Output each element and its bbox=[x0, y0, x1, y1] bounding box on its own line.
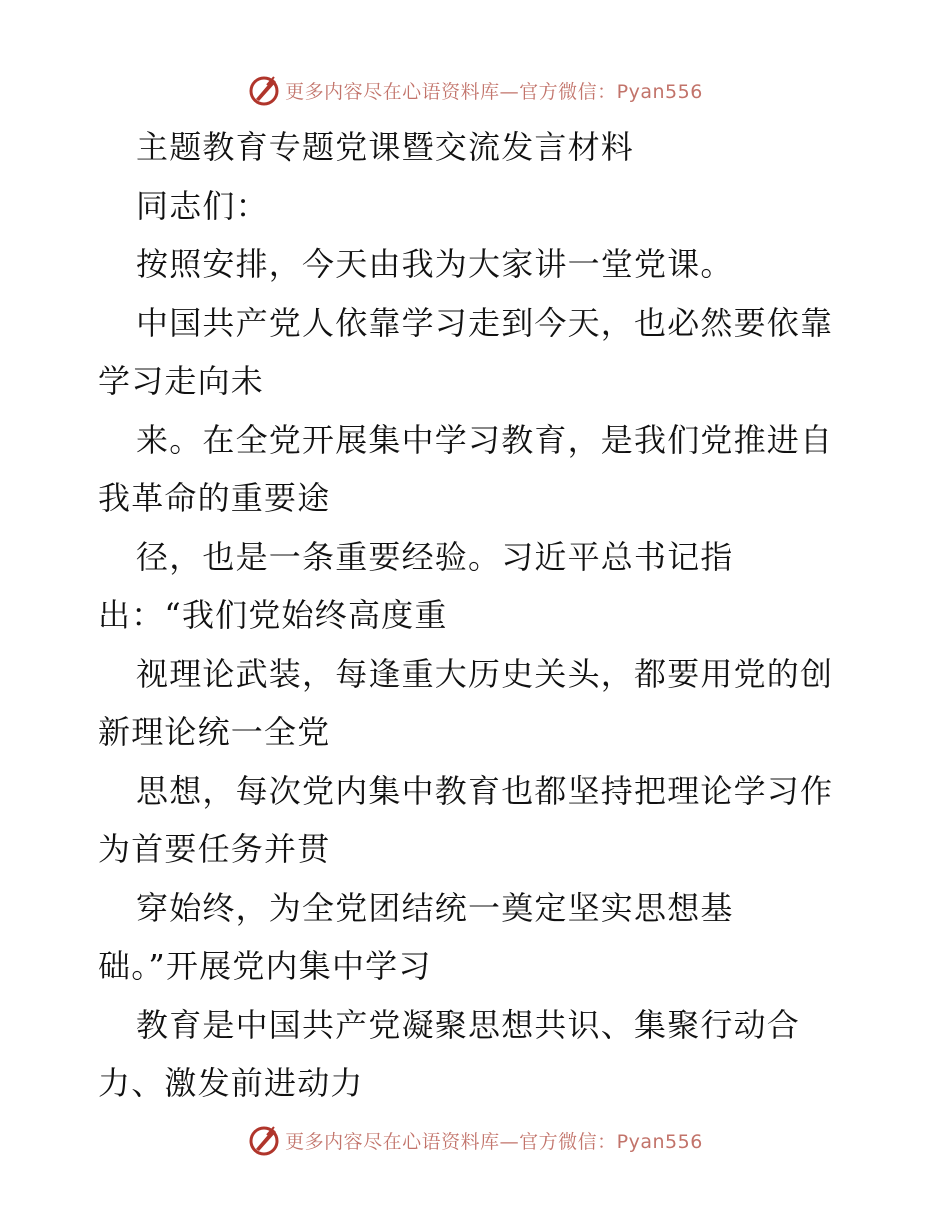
text-line: 出：“我们党始终高度重 bbox=[98, 596, 448, 634]
text-line: 力、激发前进动力 bbox=[98, 1064, 364, 1102]
watermark-wechat-id: Pyan556 bbox=[616, 80, 703, 103]
quill-logo-icon bbox=[247, 73, 281, 107]
text-line: 来。在全党开展集中学习教育，是我们党推进自 bbox=[136, 421, 834, 459]
text-line: 新理论统一全党 bbox=[98, 713, 331, 751]
watermark-text: 更多内容尽在心语资料库—官方微信：Pyan556 bbox=[285, 80, 703, 103]
footer-watermark bbox=[0, 1120, 950, 1160]
header-watermark bbox=[0, 70, 950, 110]
text-line: 学习走向未 bbox=[98, 362, 265, 400]
text-line: 思想，每次党内集中教育也都坚持把理论学习作 bbox=[136, 772, 834, 810]
quill-logo-icon bbox=[247, 1123, 281, 1157]
salutation: 同志们： bbox=[136, 187, 269, 225]
text-line: 按照安排，今天由我为大家讲一堂党课。 bbox=[136, 245, 734, 283]
watermark-text: 更多内容尽在心语资料库—官方微信：Pyan556 bbox=[285, 1130, 703, 1153]
text-line: 中国共产党人依靠学习走到今天，也必然要依靠 bbox=[136, 304, 834, 342]
text-line: 径，也是一条重要经验。习近平总书记指 bbox=[136, 538, 734, 576]
document-title: 主题教育专题党课暨交流发言材料 bbox=[136, 128, 635, 166]
text-line: 教育是中国共产党凝聚思想共识、集聚行动合 bbox=[136, 1006, 801, 1044]
text-line: 为首要任务并贯 bbox=[98, 830, 331, 868]
text-line: 我革命的重要途 bbox=[98, 479, 331, 517]
text-line: 穿始终，为全党团结统一奠定坚实思想基 bbox=[136, 889, 734, 927]
text-line: 础。”开展党内集中学习 bbox=[98, 947, 432, 985]
watermark-wechat-id: Pyan556 bbox=[616, 1130, 703, 1153]
text-line: 视理论武装，每逢重大历史关头，都要用党的创 bbox=[136, 655, 834, 693]
